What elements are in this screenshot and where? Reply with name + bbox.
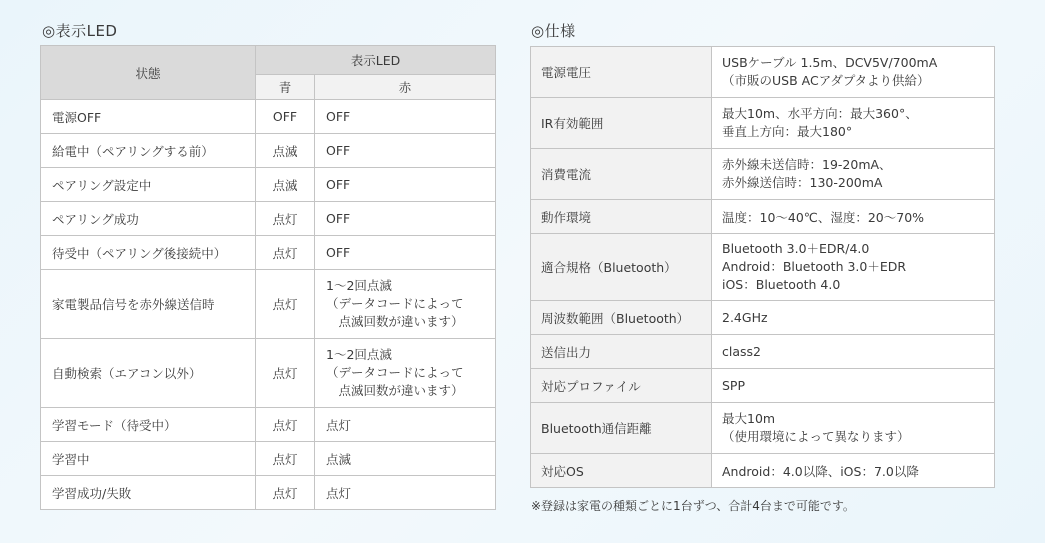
spec-value-cell: 最大10m （使用環境によって異なります） [712, 403, 995, 454]
red-led-cell: 1～2回点滅 （データコードによって 点滅回数が違います） [315, 270, 496, 339]
spec-label-cell: 動作環境 [531, 200, 712, 234]
red-led-cell: 点灯 [315, 408, 496, 442]
table-row [41, 270, 496, 339]
state-cell: 学習成功/失敗 [41, 476, 256, 510]
spec-table [530, 46, 995, 488]
table-row [531, 98, 995, 149]
table-row [531, 369, 995, 403]
spec-value-cell: 2.4GHz [712, 301, 995, 335]
red-led-cell: 1～2回点滅 （データコードによって 点滅回数が違います） [315, 339, 496, 408]
blue-led-cell: 点灯 [256, 442, 315, 476]
spec-value-cell: 赤外線未送信時：19-20mA、 赤外線送信時：130-200mA [712, 149, 995, 200]
blue-led-cell: OFF [256, 100, 315, 134]
blue-led-cell: 点滅 [256, 134, 315, 168]
state-cell: 給電中（ペアリングする前） [41, 134, 256, 168]
spec-value-cell: SPP [712, 369, 995, 403]
state-cell: ペアリング成功 [41, 202, 256, 236]
table-row [41, 168, 496, 202]
spec-label-cell: 周波数範囲（Bluetooth） [531, 301, 712, 335]
spec-label-cell: 適合規格（Bluetooth） [531, 234, 712, 301]
spec-value-cell: 温度：10～40℃、湿度：20～70% [712, 200, 995, 234]
spec-label-cell: Bluetooth通信距離 [531, 403, 712, 454]
table-row [531, 149, 995, 200]
blue-led-cell: 点灯 [256, 202, 315, 236]
blue-led-cell: 点灯 [256, 476, 315, 510]
spec-label-cell: 対応OS [531, 454, 712, 488]
table-row [531, 301, 995, 335]
red-led-cell: 点灯 [315, 476, 496, 510]
blue-led-cell: 点灯 [256, 236, 315, 270]
spec-value-cell: Bluetooth 3.0＋EDR/4.0 Android：Bluetooth 3.0＋EDR iOS：Bluetooth 4.0 [712, 234, 995, 301]
spec-label-cell: 送信出力 [531, 335, 712, 369]
red-led-cell: OFF [315, 100, 496, 134]
table-row [531, 335, 995, 369]
table-row [41, 236, 496, 270]
blue-led-cell: 点灯 [256, 270, 315, 339]
state-cell: ペアリング設定中 [41, 168, 256, 202]
red-led-cell: OFF [315, 202, 496, 236]
led-table-header-row [41, 46, 496, 75]
state-cell: 電源OFF [41, 100, 256, 134]
led-column-header: 表示LED [256, 46, 496, 75]
table-row [531, 200, 995, 234]
state-cell: 自動検索（エアコン以外） [41, 339, 256, 408]
table-row [531, 454, 995, 488]
table-row [41, 100, 496, 134]
blue-led-cell: 点灯 [256, 408, 315, 442]
table-row [41, 134, 496, 168]
spec-label-cell: IR有効範囲 [531, 98, 712, 149]
led-status-table [40, 45, 496, 510]
table-row [531, 234, 995, 301]
state-cell: 待受中（ペアリング後接続中） [41, 236, 256, 270]
table-row [41, 202, 496, 236]
table-row [41, 339, 496, 408]
state-cell: 学習中 [41, 442, 256, 476]
spec-value-cell: Android：4.0以降、iOS：7.0以降 [712, 454, 995, 488]
state-cell: 学習モード（待受中） [41, 408, 256, 442]
table-row [41, 476, 496, 510]
table-row [41, 442, 496, 476]
spec-value-cell: class2 [712, 335, 995, 369]
state-cell: 家電製品信号を赤外線送信時 [41, 270, 256, 339]
red-column-header: 赤 [315, 75, 496, 100]
red-led-cell: OFF [315, 236, 496, 270]
spec-value-cell: USBケーブル 1.5m、DCV5V/700mA （市販のUSB ACアダプタより供給） [712, 47, 995, 98]
spec-label-cell: 対応プロファイル [531, 369, 712, 403]
blue-led-cell: 点灯 [256, 339, 315, 408]
registration-note: ※登録は家電の種類ごとに1台ずつ、合計4台まで可能です。 [531, 499, 855, 513]
red-led-cell: OFF [315, 134, 496, 168]
spec-label-cell: 消費電流 [531, 149, 712, 200]
blue-led-cell: 点滅 [256, 168, 315, 202]
spec-value-cell: 最大10m、水平方向：最大360°、 垂直上方向：最大180° [712, 98, 995, 149]
blue-column-header: 青 [256, 75, 315, 100]
red-led-cell: 点滅 [315, 442, 496, 476]
spec-label-cell: 電源電圧 [531, 47, 712, 98]
state-column-header: 状態 [41, 46, 256, 100]
table-row [41, 408, 496, 442]
spec-section-title: ◎仕様 [531, 22, 576, 40]
led-section-title: ◎表示LED [42, 22, 118, 40]
table-row [531, 403, 995, 454]
table-row [531, 47, 995, 98]
red-led-cell: OFF [315, 168, 496, 202]
